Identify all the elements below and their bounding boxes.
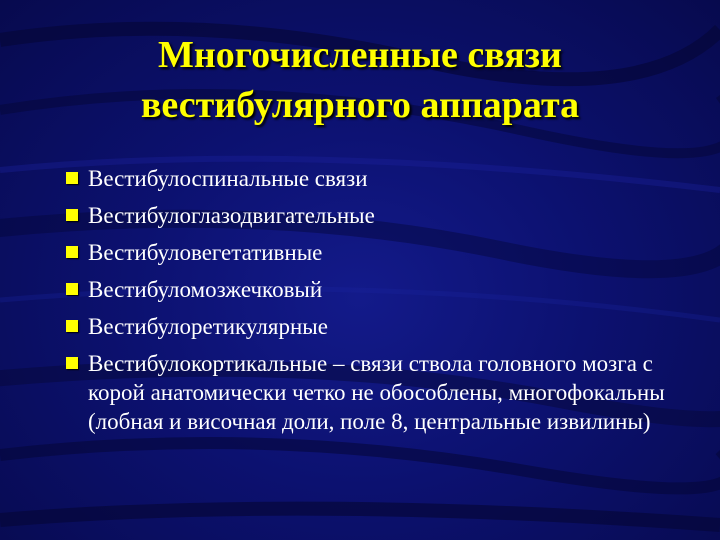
bullet-list <box>66 164 686 444</box>
square-bullet-icon <box>66 172 78 184</box>
bullet-item <box>66 201 686 230</box>
bullet-text: Вестибулоспинальные связи <box>88 166 368 191</box>
bullet-item <box>66 312 686 341</box>
bullet-item <box>66 275 686 304</box>
slide-title-line: Многочисленные связи <box>158 34 562 76</box>
square-bullet-icon <box>66 246 78 258</box>
bullet-text: Вестибуломозжечковый <box>88 277 323 302</box>
bullet-text: Вестибулоглазодвигательные <box>88 203 375 228</box>
slide-title-line: вестибулярного аппарата <box>140 84 580 126</box>
slide-title <box>0 30 720 130</box>
square-bullet-icon <box>66 283 78 295</box>
square-bullet-icon <box>66 320 78 332</box>
square-bullet-icon <box>66 357 78 369</box>
square-bullet-icon <box>66 209 78 221</box>
bullet-text: Вестибулокортикальные – связи ствола головного мозга с корой анатомически четко не обособлены, многофокальны (лобная и височная доли, поле 8, центральные извилины) <box>88 351 665 434</box>
bullet-item <box>66 164 686 193</box>
bullet-text: Вестибуловегетативные <box>88 240 323 265</box>
bullet-item <box>66 349 686 436</box>
bullet-text: Вестибулоретикулярные <box>88 314 328 339</box>
bullet-item <box>66 238 686 267</box>
